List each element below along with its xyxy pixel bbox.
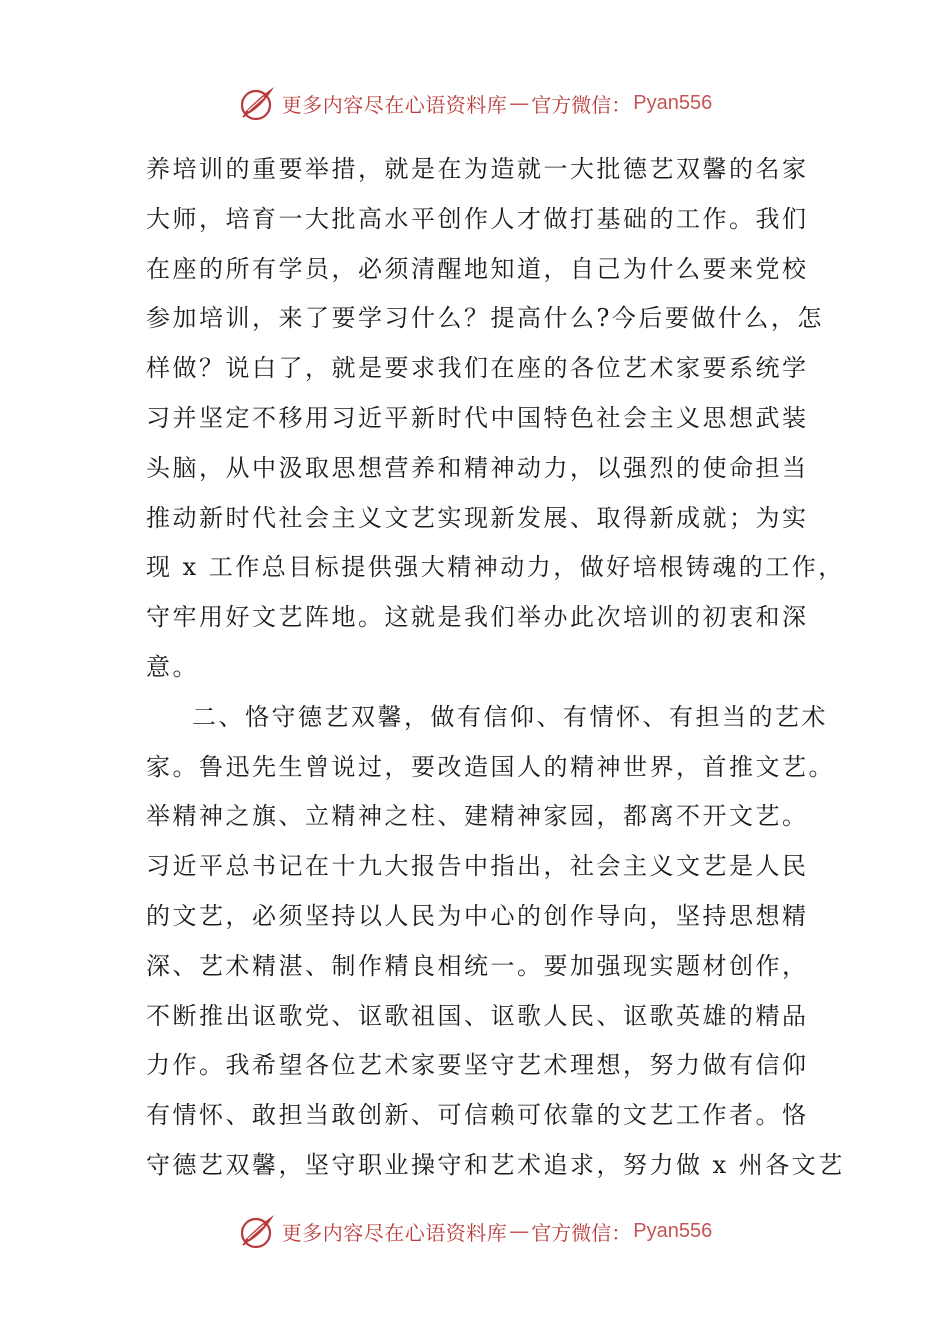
site-name: 更多内容尽在心语资料库	[281, 92, 508, 117]
text-line: 意。	[146, 652, 199, 681]
text-line: 不断推出讴歌党、讴歌祖国、讴歌人民、讴歌英雄的精品	[146, 1001, 809, 1030]
quill-pen-logo-icon	[238, 1211, 278, 1251]
wechat-label: 官方微信：	[531, 92, 632, 117]
text-line: 二、恪守德艺双馨，做有信仰、有情怀、有担当的艺术	[192, 702, 828, 731]
text-line: 的文艺，必须坚持以人民为中心的创作导向，坚持思想精	[146, 901, 809, 930]
text-line: 举精神之旗、立精神之柱、建精神家园，都离不开文艺。	[146, 802, 809, 831]
text-line: 现 x 工作总目标提供强大精神动力，做好培根铸魂的工作，	[146, 553, 845, 582]
text-line: 守德艺双馨，坚守职业操守和艺术追求，努力做 x 州各文艺	[146, 1150, 845, 1179]
banner-separator: —	[509, 1219, 530, 1243]
paragraph-1	[146, 145, 845, 693]
footer-banner	[0, 1208, 950, 1254]
text-line: 样做？说白了，就是要求我们在座的各位艺术家要系统学	[146, 354, 809, 383]
text-line: 习并坚定不移用习近平新时代中国特色社会主义思想武装	[146, 403, 809, 432]
banner-separator: —	[509, 91, 530, 115]
wechat-label: 官方微信：	[531, 1220, 632, 1245]
text-line: 参加培训，来了要学习什么？提高什么?今后要做什么，怎	[146, 304, 824, 333]
text-line: 养培训的重要举措，就是在为造就一大批德艺双馨的名家	[146, 155, 809, 183]
text-line: 推动新时代社会主义文艺实现新发展、取得新成就；为实	[146, 503, 809, 532]
text-line: 家。鲁迅先生曾说过，要改造国人的精神世界，首推文艺。	[146, 752, 835, 781]
body-text	[146, 145, 845, 1191]
wechat-id: Pyan556	[633, 1219, 713, 1242]
text-line: 有情怀、敢担当敢创新、可信赖可依靠的文艺工作者。恪	[146, 1101, 809, 1130]
text-line: 头脑，从中汲取思想营养和精神动力，以强烈的使命担当	[146, 453, 809, 482]
text-line: 深、艺术精湛、制作精良相统一。要加强现实题材创作，	[146, 951, 809, 980]
site-name: 更多内容尽在心语资料库	[281, 1220, 508, 1245]
text-line: 习近平总书记在十九大报告中指出，社会主义文艺是人民	[146, 852, 809, 881]
paragraph-2	[146, 693, 845, 1191]
text-line: 守牢用好文艺阵地。这就是我们举办此次培训的初衷和深	[146, 603, 809, 632]
text-line: 在座的所有学员，必须清醒地知道，自己为什么要来党校	[146, 254, 809, 283]
wechat-id: Pyan556	[633, 91, 713, 114]
text-line: 大师，培育一大批高水平创作人才做打基础的工作。我们	[146, 204, 809, 233]
header-banner	[0, 80, 950, 126]
quill-pen-logo-icon	[238, 83, 278, 123]
text-line: 力作。我希望各位艺术家要坚守艺术理想，努力做有信仰	[146, 1051, 809, 1080]
